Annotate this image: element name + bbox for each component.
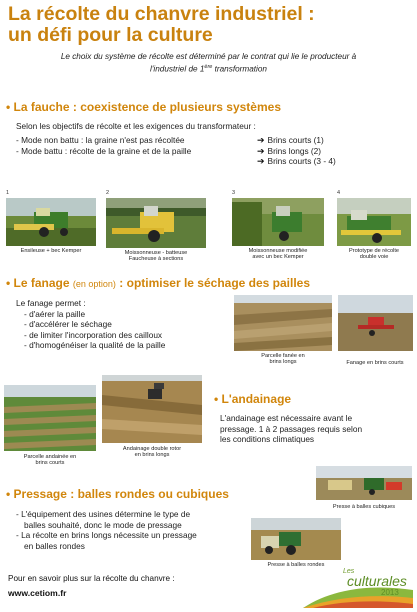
photo-presse-cubiques: [316, 466, 412, 500]
caption-andainage-double-rotor: [102, 446, 202, 459]
andainage-line-1: L'andainage est nécessaire avant le: [220, 413, 353, 423]
pressage-body: [16, 509, 197, 551]
logo-name: culturales: [347, 573, 407, 589]
photo-moissonneuse-batteuse: [106, 198, 206, 248]
caption-prototype-l1: Prototype de récolte: [348, 248, 400, 254]
logo-les: Les: [343, 568, 355, 575]
photo-number-4: 4: [337, 190, 341, 196]
pressage-line-1: - L'équipement des usines détermine le type de: [16, 509, 191, 519]
fanage-heading-title: • Le fanage: [6, 276, 70, 290]
subtitle-line-2: [4, 62, 413, 75]
caption-fanage-courts: Fanage en brins courts: [346, 360, 404, 366]
fauche-result-2: Brins longs (2): [267, 145, 322, 156]
fauche-result-1: Brins courts (1): [267, 135, 324, 145]
pressage-line-4: en balles rondes: [24, 540, 85, 551]
poster-title: [8, 4, 413, 46]
fauche-result-row-2: [257, 146, 336, 157]
caption-prototype: [337, 248, 411, 261]
caption-moissonneuse-modifiee: [232, 248, 324, 261]
fanage-item-1: - d'aérer la paille: [24, 308, 86, 319]
photo-parcelle-andainee: [4, 385, 96, 451]
fanage-intro: Le fanage permet :: [16, 298, 86, 308]
caption-modifiee-l2: avec un bec Kemper: [252, 254, 304, 261]
fauche-result-row-3: [257, 156, 336, 167]
subtitle: [4, 52, 413, 75]
fauche-mode-1: - Mode non battu : la graine n'est pas récoltée: [16, 135, 185, 145]
photo-number-3: 3: [232, 190, 236, 196]
fanage-heading: [6, 276, 310, 290]
subtitle-superscript: ère: [204, 64, 213, 70]
fanage-item-4: - d'homogénéiser la qualité de la paille: [24, 340, 166, 351]
caption-parcelle-fanee: [234, 353, 332, 366]
andainage-body: [220, 413, 362, 445]
caption-parcelle-andainee: [4, 454, 96, 467]
andainage-line-2: pressage. 1 à 2 passages requis selon: [220, 423, 363, 434]
arrow-right-icon: ➔: [257, 145, 265, 156]
photo-presse-rondes: [251, 518, 341, 560]
caption-fanee-l2: brins longs: [269, 359, 297, 366]
fanage-heading-rest: : optimiser le séchage des pailles: [119, 276, 311, 290]
photo-number-2: 2: [106, 190, 110, 196]
subtitle-line-2-post: transformation: [212, 64, 267, 74]
subtitle-line-1: Le choix du système de récolte est déterminé par le contrat qui lie le producteur à: [60, 52, 357, 61]
caption-andainee-l2: brins courts: [35, 460, 65, 467]
caption-presse-rondes: Presse à balles rondes: [267, 562, 325, 568]
fauche-result-row-1: [257, 135, 336, 146]
caption-ensileuse: Ensileuse + bec Kemper: [20, 248, 82, 254]
pressage-heading: • Pressage : balles rondes ou cubiques: [6, 487, 229, 501]
photo-number-1: 1: [6, 190, 10, 196]
title-line-1: La récolte du chanvre industriel :: [8, 3, 315, 25]
andainage-line-3: les conditions climatiques: [220, 434, 315, 445]
fauche-modes: [16, 135, 191, 157]
arrow-right-icon: ➔: [257, 135, 265, 145]
fauche-heading: • La fauche : coexistence de plusieurs systèmes: [6, 100, 281, 114]
caption-moissonneuse-l1: Moissonneuse - batteuse: [124, 250, 188, 256]
fauche-intro: Selon les objectifs de récolte et les exigences du transformateur :: [16, 121, 256, 131]
fanage-item-3: - de limiter l'incorporation des cailloux: [24, 329, 163, 340]
subtitle-line-2-pre: l'industriel de 1: [150, 64, 205, 74]
fauche-results: [257, 135, 336, 167]
photo-ensileuse: [6, 198, 96, 246]
caption-rotor-l2: en brins longs: [134, 452, 170, 459]
caption-modifiee-l1: Moissonneuse modifiée: [248, 248, 308, 254]
caption-rotor-l1: Andainage double rotor: [122, 446, 182, 452]
photo-moissonneuse-modifiee: [232, 198, 324, 246]
fanage-body: [16, 298, 165, 351]
andainage-heading: • L'andainage: [214, 392, 292, 406]
caption-prototype-l2: double voie: [359, 254, 389, 261]
cetiom-link[interactable]: www.cetiom.fr: [8, 588, 67, 598]
photo-fanage-courts: [338, 295, 413, 351]
footer-text: Pour en savoir plus sur la récolte du chanvre :: [8, 574, 175, 583]
fauche-result-3: Brins courts (3 - 4): [267, 156, 336, 167]
caption-presse-cubiques: Presse à balles cubiques: [332, 504, 396, 510]
caption-moissonneuse-l2: Faucheuse à sections: [128, 256, 184, 263]
logo-year: 2013: [381, 588, 399, 597]
caption-fanee-l1: Parcelle fanée en: [261, 353, 305, 359]
caption-andainee-l1: Parcelle andainée en: [23, 454, 77, 460]
pressage-line-3: - La récolte en brins longs nécessite un pressage: [16, 530, 197, 541]
title-line-2: un défi pour la culture: [8, 24, 213, 46]
photo-andainage-double-rotor: [102, 375, 202, 443]
fauche-mode-2: - Mode battu : récolte de la graine et de la paille: [16, 146, 192, 156]
photo-prototype: [337, 198, 411, 246]
caption-moissonneuse-batteuse: [106, 250, 206, 263]
pressage-line-2: balles souhaité, donc le mode de pressage: [24, 519, 182, 530]
fanage-item-2: - d'accélérer le séchage: [24, 319, 112, 330]
culturales-logo: [303, 568, 413, 608]
fanage-heading-option: (en option): [72, 279, 116, 289]
photo-parcelle-fanee: [234, 295, 332, 351]
arrow-right-icon: ➔: [257, 156, 265, 167]
